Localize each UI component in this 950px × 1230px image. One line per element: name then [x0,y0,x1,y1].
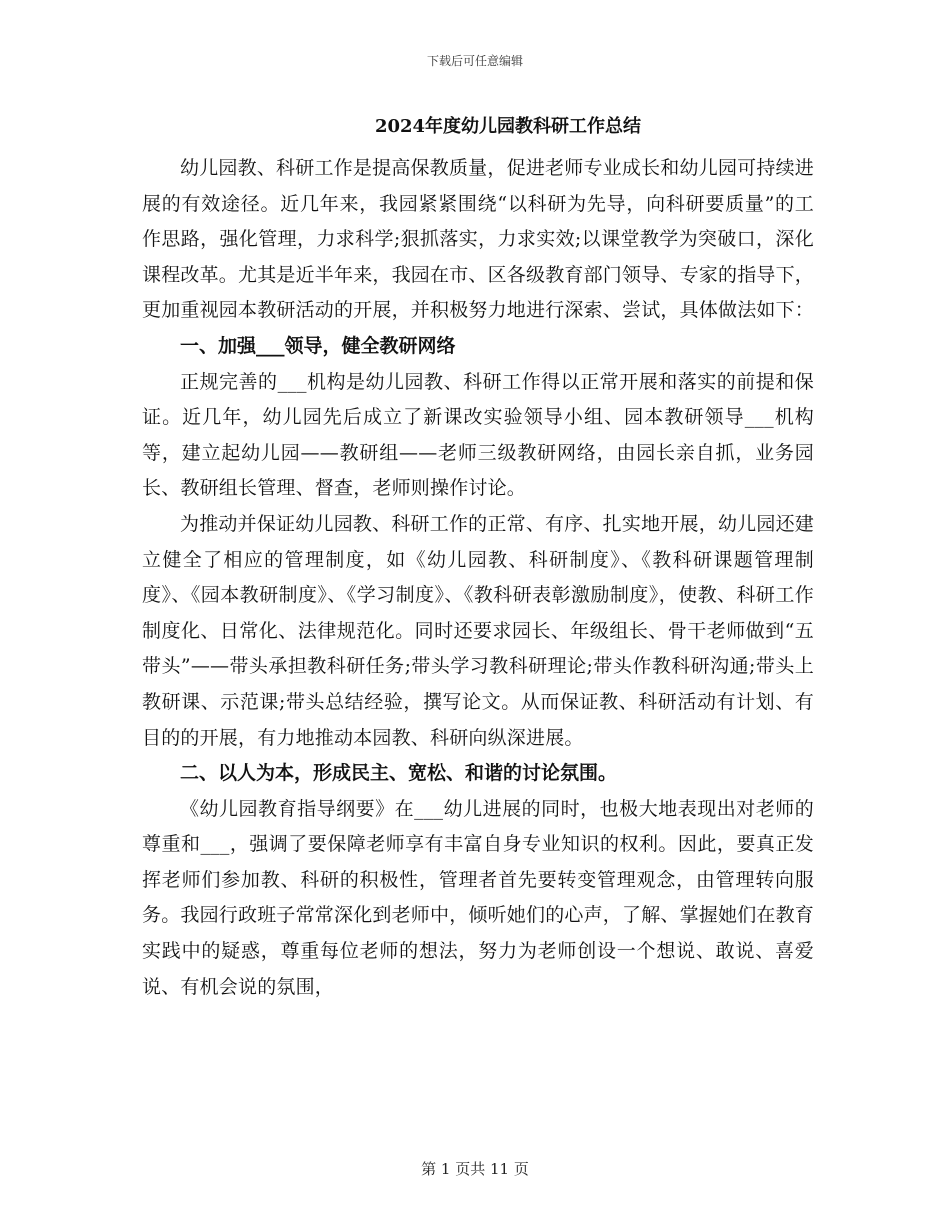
document-body [142,113,814,1005]
section-1-heading: 一、加强___领导，健全教研网络 [180,334,456,357]
section-2-paragraph-1: 《幼儿园教育指导纲要》在___幼儿进展的同时，也极大地表现出对老师的尊重和___，强调了要保障老师享有丰富自身专业知识的权利。因此，要真正发挥老师们参加教、科研的积极性，管理者首先要转变管理观念，由管理转向服务。我园行政班子常常深化到老师中，倾听她们的心声，了解、掌握她们在教育实践中的疑惑，尊重每位老师的想法，努力为老师创设一个想说、敢说、喜爱说、有机会说的氛围， [142,797,815,998]
document-title: 2024年度幼儿园教科研工作总结 [374,116,642,137]
section-2-heading: 二、以人为本，形成民主、宽松、和谐的讨论氛围。 [180,762,618,785]
page-number: 第 1 页共 11 页 [421,1160,529,1178]
section-1-paragraph-2: 为推动并保证幼儿园教、科研工作的正常、有序、扎实地开展，幼儿园还建立健全了相应的管理制度，如《幼儿园教、科研制度》、《教科研课题管理制度》、《园本教研制度》、《学习制度》、《教科研表彰激励制度》，使教、科研工作制度化、日常化、法律规范化。同时还要求园长、年级组长、骨干老师做到“五带头”——带头承担教科研任务;带头学习教科研理论;带头作教科研沟通;带头上教研课、示范课;带头总结经验，撰写论文。从而保证教、科研活动有计划、有目的的开展，有力地推动本园教、科研向纵深进展。 [142,512,814,749]
section-1-paragraph-1: 正规完善的___机构是幼儿园教、科研工作得以正常开展和落实的前提和保证。近几年，幼儿园先后成立了新课改实验领导小组、园本教研领导___机构等，建立起幼儿园——教研组——老师三级教研网络，由园长亲自抓，业务园长、教研组长管理、督查，老师则操作讨论。 [142,370,814,500]
page-header-note: 下载后可任意编辑 [426,54,523,68]
intro-paragraph: 幼儿园教、科研工作是提高保教质量，促进老师专业成长和幼儿园可持续进展的有效途径。近几年来，我园紧紧围绕“以科研为先导，向科研要质量”的工作思路，强化管理，力求科学;狠抓落实，力求实效;以课堂教学为突破口，深化课程改革。尤其是近半年来，我园在市、区各级教育部门领导、专家的指导下，更加重视园本教研活动的开展，并积极努力地进行深索、尝试，具体做法如下： [142,157,815,322]
